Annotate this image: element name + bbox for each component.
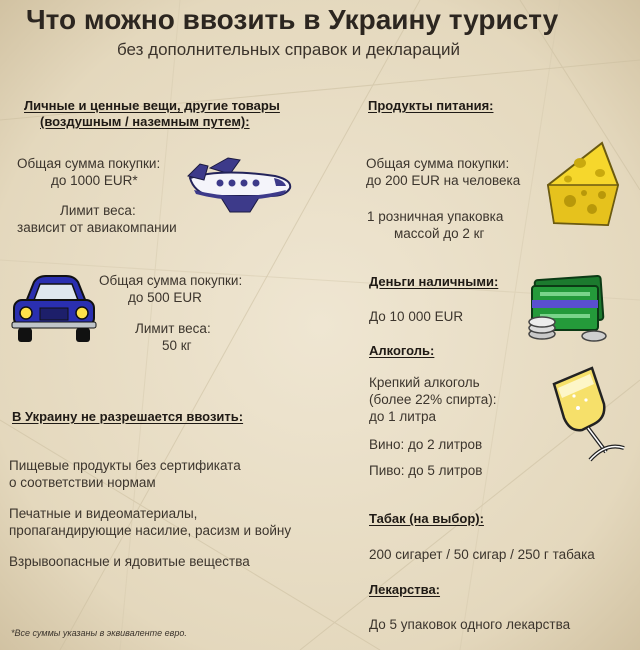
- forbidden-item1-line1: Пищевые продукты без сертификата: [9, 458, 241, 473]
- air-sum-line1: Общая сумма покупки:: [17, 156, 161, 171]
- forbidden-item2-line2: пропагандирующие насилие, расизм и войну: [9, 523, 292, 538]
- alcohol-heading: Алкоголь:: [369, 343, 435, 358]
- air-weight-line2: зависит от авиакомпании: [17, 220, 177, 235]
- air-weight-line1: Лимит веса:: [60, 203, 136, 218]
- cash-value: До 10 000 EUR: [369, 309, 464, 324]
- land-weight-line1: Лимит веса:: [135, 321, 211, 336]
- forbidden-item1-line2: о соответствии нормам: [9, 475, 156, 490]
- food-pack-line1: 1 розничная упаковка: [367, 209, 504, 224]
- land-weight-line2: 50 кг: [162, 338, 192, 353]
- food-sum-line2: до 200 EUR на человека: [366, 173, 521, 188]
- alcohol-strong-line2: (более 22% спирта):: [369, 392, 497, 407]
- tobacco-heading: Табак (на выбор):: [369, 511, 484, 526]
- alcohol-wine: Вино: до 2 литров: [369, 437, 483, 452]
- forbidden-item2-line1: Печатные и видеоматериалы,: [9, 506, 198, 521]
- personal-heading-line1: Личные и ценные вещи, другие товары: [24, 98, 280, 113]
- page-title: Что можно ввозить в Украину туристу: [26, 4, 559, 35]
- air-sum-line2: до 1000 EUR*: [51, 173, 138, 188]
- food-heading: Продукты питания:: [368, 98, 494, 113]
- airplane-icon: [180, 150, 300, 220]
- food-sum-line1: Общая сумма покупки:: [366, 156, 510, 171]
- footnote: *Все суммы указаны в эквиваленте евро.: [11, 628, 187, 638]
- cash-heading: Деньги наличными:: [369, 274, 499, 289]
- alcohol-strong-line1: Крепкий алкоголь: [369, 375, 480, 390]
- page-subtitle: без дополнительных справок и деклараций: [117, 40, 461, 59]
- alcohol-beer: Пиво: до 5 литров: [369, 463, 483, 478]
- food-pack-line2: массой до 2 кг: [394, 226, 485, 241]
- alcohol-strong-line3: до 1 литра: [369, 409, 437, 424]
- forbidden-heading: В Украину не разрешается ввозить:: [12, 409, 244, 424]
- money-icon: [522, 270, 612, 345]
- personal-heading-line2: (воздушным / наземным путем):: [40, 114, 250, 129]
- medicine-value: До 5 упаковок одного лекарства: [369, 617, 571, 632]
- tobacco-value: 200 сигарет / 50 сигар / 250 г табака: [369, 547, 595, 562]
- champagne-glass-icon: [548, 366, 628, 466]
- forbidden-item3: Взрывоопасные и ядовитые вещества: [9, 554, 250, 569]
- medicine-heading: Лекарства:: [369, 582, 441, 597]
- cheese-icon: [540, 135, 625, 230]
- land-sum-line2: до 500 EUR: [128, 290, 202, 305]
- land-sum-line1: Общая сумма покупки:: [99, 273, 243, 288]
- car-icon: [8, 272, 98, 347]
